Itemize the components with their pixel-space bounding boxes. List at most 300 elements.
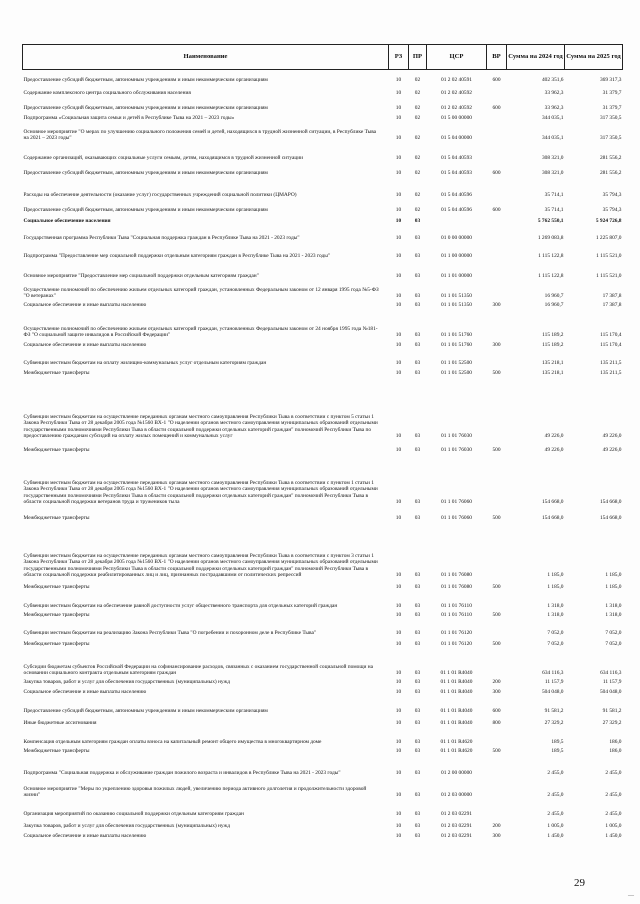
cell-pr: 03	[414, 302, 421, 308]
cell-pr: 03	[414, 499, 421, 505]
cell-pr: 02	[414, 155, 421, 161]
table-row	[23, 637, 623, 648]
table-header	[23, 45, 623, 70]
cell-sum-2025: 49 226,0	[602, 447, 622, 453]
cell-vr: 300	[492, 342, 501, 348]
table-body	[23, 70, 623, 840]
cell-pr: 03	[414, 235, 421, 241]
table-row	[23, 440, 623, 454]
cell-name: Предоставление субсидий бюджетным, автономным учреждениям и иным некоммерческим организациям	[23, 708, 268, 714]
cell-sum-2025: 91 581,2	[602, 708, 622, 714]
cell-vr: 500	[492, 515, 501, 521]
cell-csr: 01 2 02 40591	[441, 77, 472, 83]
cell-pr: 03	[414, 770, 421, 776]
cell-sum-2025: 1 005,0	[605, 823, 622, 829]
cell-csr: 01 5 00 00000	[441, 115, 472, 121]
cell-pr: 03	[414, 720, 421, 726]
cell-sum-2024: 2 455,0	[547, 770, 564, 776]
cell-csr: 01 1 01 52500	[441, 360, 472, 366]
cell-vr	[487, 280, 507, 300]
cell-pr: 03	[414, 748, 421, 754]
cell-pr: 02	[414, 207, 421, 213]
cell-vr: 600	[492, 708, 501, 714]
cell-csr: 01 1 01 76080	[441, 584, 472, 590]
cell-sum-2025: 1 318,0	[605, 603, 622, 609]
cell-vr	[487, 799, 507, 818]
cell-csr: 01 1 01 76060	[441, 499, 472, 505]
cell-sum-2024: 1 318,0	[547, 603, 564, 609]
cell-rz: 10	[395, 302, 402, 308]
cell-csr: 01 1 01 R4040	[440, 689, 473, 695]
cell-csr: 01 1 01 51350	[441, 293, 472, 299]
table-row	[23, 300, 623, 309]
cell-sum-2025: 135 211,5	[600, 370, 622, 376]
cell-vr	[487, 142, 507, 162]
cell-pr: 03	[414, 679, 421, 685]
cell-pr: 03	[414, 447, 421, 453]
cell-csr: 01 2 02 40592	[441, 105, 472, 111]
cell-rz: 10	[395, 572, 402, 578]
cell-name: Организация мероприятий по оказанию социальной поддержки отдельным категориям граждан	[23, 811, 244, 817]
cell-rz: 10	[395, 115, 402, 121]
cell-vr	[487, 84, 507, 97]
cell-name: Подпрограмма "Социальная поддержка и обслуживание граждан пожилого возраста и инвалидов в Республике Тыва на 2021 - 2023 годы"	[23, 770, 341, 776]
table-row	[23, 648, 623, 677]
table-row	[23, 162, 623, 177]
cell-vr: 500	[492, 370, 501, 376]
cell-csr: 01 1 01 76120	[441, 630, 472, 636]
cell-rz: 10	[395, 612, 402, 618]
cell-sum-2024: 35 714,1	[544, 192, 564, 198]
cell-sum-2025: 31 379,7	[602, 90, 622, 96]
cell-name: Межбюджетные трансферты	[23, 515, 90, 521]
cell-vr	[487, 214, 507, 225]
cell-vr: 200	[492, 823, 501, 829]
table-row	[23, 177, 623, 199]
cell-name: Основное мероприятие "Предоставление мер социальной поддержки отдельным категориям граждан"	[23, 273, 259, 279]
cell-sum-2025: 5 924 726,8	[595, 218, 622, 224]
cell-csr: 01 1 01 76030	[441, 433, 472, 439]
table-row	[23, 755, 623, 777]
cell-pr: 02	[414, 170, 421, 176]
cell-rz: 10	[395, 584, 402, 590]
cell-vr	[487, 349, 507, 367]
cell-rz: 10	[395, 207, 402, 213]
cell-sum-2024: 1 318,0	[547, 612, 564, 618]
cell-csr: 01 1 01 51350	[441, 302, 472, 308]
cell-pr: 03	[414, 630, 421, 636]
cell-csr: 01 2 02 40592	[441, 90, 472, 96]
cell-name: Межбюджетные трансферты	[23, 641, 90, 647]
table-row	[23, 142, 623, 162]
cell-vr	[487, 454, 507, 506]
table-row	[23, 225, 623, 242]
table-row	[23, 309, 623, 339]
cell-pr: 03	[414, 833, 421, 839]
cell-sum-2024: 16 960,7	[544, 293, 564, 299]
cell-vr	[487, 377, 507, 440]
cell-sum-2024: 33 962,3	[544, 90, 564, 96]
budget-table	[22, 44, 623, 840]
cell-rz: 10	[395, 823, 402, 829]
cell-vr: 200	[492, 679, 501, 685]
table-row	[23, 522, 623, 579]
cell-vr: 600	[492, 77, 501, 83]
cell-pr: 03	[414, 293, 421, 299]
cell-pr: 03	[414, 811, 421, 817]
table-row	[23, 799, 623, 818]
cell-sum-2025: 281 556,2	[599, 170, 622, 176]
cell-pr: 03	[414, 792, 421, 798]
cell-csr: 01 2 03 00000	[441, 792, 472, 798]
cell-name: Содержание комплексного центра социального обслуживания населения	[23, 90, 191, 96]
cell-sum-2024: 115 189,2	[542, 332, 564, 338]
cell-name: Осуществление полномочий по обеспечению жильем отдельных категорий граждан, установленных Федеральным законом от 12 января 1995 года №5-ФЗ "О ветеранах"	[23, 286, 379, 299]
table-row	[23, 610, 623, 619]
cell-name: Социальное обеспечение и иные выплаты населению	[23, 342, 147, 348]
cell-name: Компенсация отдельным категориям граждан оплаты взноса на капитальный ремонт общего имущества в многоквартирном доме	[23, 739, 322, 745]
cell-pr: 03	[414, 360, 421, 366]
cell-csr: 01 1 01 R4040	[440, 679, 473, 685]
cell-pr: 03	[414, 670, 421, 676]
cell-rz: 10	[395, 90, 402, 96]
cell-rz: 10	[395, 739, 402, 745]
cell-sum-2025: 115 170,4	[600, 342, 622, 348]
cell-sum-2025: 2 455,0	[605, 770, 622, 776]
cell-pr: 02	[414, 135, 421, 141]
cell-name: Субвенции местным бюджетам на осуществление переданных органам местного самоуправления Республики Тыва в соответствии с пунктом 3 статьи 1 Закона Республики Тыва от 28 декабря 2005 года №1560 ВХ-1 "О наделении органов местного самоуправления муниципальных образований отдельными государственными полномочиями Республики Тыва в области социальной поддержки отдельных категорий граждан" полномочий Республики Тыва в области социальной поддержки реабилитированных лиц и лиц, признанных пострадавшими от политических репрессий	[23, 552, 378, 578]
cell-rz: 10	[395, 433, 402, 439]
cell-name: Социальное обеспечение и иные выплаты населению	[23, 833, 147, 839]
cell-sum-2024: 135 218,1	[541, 370, 564, 376]
table-row	[23, 242, 623, 260]
cell-sum-2024: 189,5	[551, 739, 564, 745]
cell-vr	[487, 242, 507, 260]
cell-sum-2024: 154 668,0	[541, 499, 564, 505]
cell-name: Предоставление субсидий бюджетным, автономным учреждениям и иным некоммерческим организациям	[23, 207, 268, 213]
table-row	[23, 367, 623, 377]
cell-csr: 01 1 01 51760	[441, 332, 472, 338]
table-row	[23, 199, 623, 214]
cell-sum-2024: 344 035,1	[541, 135, 564, 141]
cell-sum-2024: 27 329,2	[544, 720, 564, 726]
cell-csr: 01 1 01 76110	[441, 603, 472, 609]
table-row	[23, 506, 623, 522]
cell-sum-2025: 281 556,2	[599, 155, 622, 161]
cell-vr	[487, 177, 507, 199]
cell-sum-2025: 1 318,0	[605, 612, 622, 618]
cell-csr: 01 2 00 00000	[441, 770, 472, 776]
cell-csr: 01 1 01 76080	[441, 572, 472, 578]
cell-name: Содержание организаций, оказывающих социальные услуги семьям, детям, находящимся в трудной жизненной ситуации	[23, 155, 303, 161]
cell-vr	[487, 522, 507, 579]
table-row	[23, 777, 623, 799]
cell-pr: 03	[414, 689, 421, 695]
header-pr: ПР	[409, 45, 427, 70]
cell-csr: 01 1 01 R4620	[440, 748, 473, 754]
cell-name: Основное мероприятие "Меры по укреплению здоровья пожилых людей, увеличению периода активного долголетия и продолжительности здоровой жизни"	[23, 785, 367, 798]
cell-pr: 02	[414, 192, 421, 198]
cell-pr: 02	[414, 115, 421, 121]
cell-sum-2024: 1 115 122,8	[538, 273, 564, 279]
cell-pr: 03	[414, 433, 421, 439]
cell-csr: 01 5 04 40596	[441, 192, 472, 198]
cell-sum-2025: 154 668,0	[599, 499, 622, 505]
cell-sum-2024: 308 321,0	[541, 170, 564, 176]
cell-rz: 10	[395, 770, 402, 776]
cell-csr: 01 5 04 00000	[441, 135, 472, 141]
cell-sum-2024: 49 226,0	[544, 447, 564, 453]
cell-name: Субвенции местным бюджетам на оплату жилищно-коммунальных услуг отдельным категориям граждан	[23, 360, 267, 366]
cell-rz: 10	[395, 170, 402, 176]
cell-rz: 10	[395, 155, 402, 161]
cell-vr	[487, 225, 507, 242]
cell-rz: 10	[395, 792, 402, 798]
cell-sum-2024: 16 960,7	[544, 302, 564, 308]
cell-rz: 10	[395, 720, 402, 726]
table-row	[23, 830, 623, 840]
cell-sum-2024: 344 035,1	[541, 115, 564, 121]
cell-sum-2025: 1 185,0	[605, 584, 622, 590]
cell-vr: 600	[492, 170, 501, 176]
cell-pr: 02	[414, 77, 421, 83]
cell-name: Субвенции местным бюджетам на осуществление переданных органам местного самоуправления Республики Тыва в соответствии с пунктом 5 статьи 1 Закона Республики Тыва от 28 декабря 2005 года №1560 ВХ-1 "О наделении органов местного самоуправления муниципальных образований отдельными государственными полномочиями Республики Тыва в области социальной поддержки отдельных категорий граждан" полномочий Республики Тыва по предоставлению гражданам субсидий на оплату жилых помещений и коммунальных услуг	[23, 413, 378, 439]
page-number: 29	[574, 877, 585, 889]
cell-sum-2025: 1 185,0	[605, 572, 622, 578]
cell-sum-2025: 186,0	[609, 748, 622, 754]
table-row	[23, 454, 623, 506]
table-row	[23, 349, 623, 367]
cell-sum-2025: 49 226,0	[602, 433, 622, 439]
cell-name: Социальное обеспечение и иные выплаты населению	[23, 689, 147, 695]
cell-name: Субсидии бюджетам субъектов Российской Федерации на софинансирование расходов, связанных с оказанием государственной социальной помощи на основании социального контракта отдельным категориям граждан	[23, 663, 373, 676]
cell-rz: 10	[395, 218, 402, 224]
cell-rz: 10	[395, 293, 402, 299]
cell-name: Основное мероприятие "О мерах по улучшению социального положения семей и детей, находящихся в трудной жизненной ситуации, в Республике Тыва на 2021 – 2023 годы"	[23, 128, 377, 141]
cell-pr: 03	[414, 253, 421, 259]
cell-csr: 01 1 01 76060	[441, 515, 472, 521]
cell-name: Предоставление субсидий бюджетным, автономным учреждениям и иным некоммерческим организациям	[23, 170, 268, 176]
table-row	[23, 579, 623, 591]
cell-sum-2025: 115 170,4	[600, 332, 622, 338]
cell-pr: 03	[414, 515, 421, 521]
cell-name: Осуществление полномочий по обеспечению жильем отдельных категорий граждан, установленных Федеральным законом от 24 ноября 1995 года №181-ФЗ "О социальной защите инвалидов в Российской Федерации"	[23, 325, 378, 338]
cell-rz: 10	[395, 679, 402, 685]
table-row	[23, 727, 623, 746]
cell-sum-2025: 11 157,9	[602, 679, 622, 685]
cell-pr: 03	[414, 612, 421, 618]
cell-rz: 10	[395, 515, 402, 521]
cell-csr: 01 1 01 00000	[441, 273, 472, 279]
cell-vr	[487, 777, 507, 799]
table-row	[23, 214, 623, 225]
cell-csr: 01 2 03 02291	[441, 811, 472, 817]
cell-vr: 500	[492, 748, 501, 754]
cell-name: Межбюджетные трансферты	[23, 748, 90, 754]
cell-vr	[487, 112, 507, 122]
cell-sum-2024: 1 450,0	[547, 833, 564, 839]
cell-sum-2024: 1 005,0	[547, 823, 564, 829]
cell-name: Межбюджетные трансферты	[23, 584, 90, 590]
cell-csr: 01 1 01 R4620	[440, 739, 473, 745]
header-sum-2025: Сумма на 2025 год	[565, 45, 623, 70]
cell-name: Межбюджетные трансферты	[23, 447, 90, 453]
cell-pr: 03	[414, 739, 421, 745]
table-row	[23, 339, 623, 349]
cell-sum-2024: 115 189,2	[542, 342, 564, 348]
cell-vr	[487, 727, 507, 746]
table-row	[23, 97, 623, 112]
cell-rz: 10	[395, 105, 402, 111]
table-row	[23, 677, 623, 686]
cell-csr: 01 2 03 02291	[441, 833, 472, 839]
cell-vr: 500	[492, 641, 501, 647]
cell-rz: 10	[395, 447, 402, 453]
cell-rz: 10	[395, 641, 402, 647]
table-row	[23, 280, 623, 300]
cell-sum-2025: 369 317,3	[599, 77, 622, 83]
cell-pr: 03	[414, 584, 421, 590]
cell-pr: 02	[414, 90, 421, 96]
cell-sum-2024: 2 455,0	[547, 792, 564, 798]
cell-pr: 03	[414, 370, 421, 376]
header-vr: ВР	[487, 45, 507, 70]
cell-sum-2024: 11 157,9	[544, 679, 564, 685]
header-name: Наименование	[23, 45, 389, 70]
cell-vr: 300	[492, 833, 501, 839]
cell-csr: 01 1 01 76110	[441, 612, 472, 618]
cell-vr: 600	[492, 105, 501, 111]
cell-csr: 01 1 01 76030	[441, 447, 472, 453]
cell-sum-2024: 33 962,3	[544, 105, 564, 111]
cell-rz: 10	[395, 689, 402, 695]
table-row	[23, 686, 623, 696]
cell-sum-2025: 7 052,0	[605, 630, 622, 636]
cell-vr: 500	[492, 447, 501, 453]
cell-vr: 300	[492, 302, 501, 308]
cell-pr: 03	[414, 218, 421, 224]
cell-pr: 03	[414, 823, 421, 829]
cell-vr: 800	[492, 720, 501, 726]
cell-name: Государственная программа Республики Тыва "Социальная поддержка граждан в Республике Тыва на 2021 - 2023 годы"	[23, 235, 300, 241]
cell-rz: 10	[395, 332, 402, 338]
cell-sum-2024: 189,5	[551, 748, 564, 754]
cell-sum-2025: 35 794,3	[602, 207, 622, 213]
table-row	[23, 377, 623, 440]
cell-sum-2024: 91 581,2	[544, 708, 564, 714]
cell-vr	[487, 619, 507, 637]
cell-name: Закупка товаров, работ и услуг для обеспечения государственных (муниципальных) нужд	[23, 823, 231, 829]
cell-sum-2025: 135 211,5	[600, 360, 622, 366]
cell-csr: 01 1 01 52500	[441, 370, 472, 376]
table-row	[23, 260, 623, 280]
cell-rz: 10	[395, 748, 402, 754]
header-csr: ЦСР	[427, 45, 487, 70]
cell-name: Социальное обеспечение населения	[23, 218, 111, 224]
table-row	[23, 715, 623, 727]
cell-rz: 10	[395, 499, 402, 505]
cell-pr: 03	[414, 603, 421, 609]
cell-vr: 500	[492, 584, 501, 590]
cell-rz: 10	[395, 253, 402, 259]
cell-sum-2025: 1 115 521,0	[596, 273, 622, 279]
cell-sum-2024: 154 668,0	[541, 515, 564, 521]
table-row	[23, 591, 623, 610]
cell-name: Подпрограмма "Предоставление мер социальной поддержки отдельным категориям граждан в Республике Тыва на 2021 - 2023 годы"	[23, 253, 331, 259]
table-row	[23, 696, 623, 715]
cell-rz: 10	[395, 708, 402, 714]
cell-rz: 10	[395, 670, 402, 676]
cell-sum-2025: 504 048,0	[599, 689, 622, 695]
cell-sum-2024: 7 052,0	[547, 630, 564, 636]
cell-rz: 10	[395, 192, 402, 198]
cell-rz: 10	[395, 603, 402, 609]
cell-csr: 01 1 01 R4040	[440, 720, 473, 726]
cell-sum-2025: 317 350,5	[599, 115, 622, 121]
cell-rz: 10	[395, 135, 402, 141]
cell-sum-2024: 7 052,0	[547, 641, 564, 647]
cell-sum-2025: 1 450,0	[605, 833, 622, 839]
cell-sum-2024: 308 321,0	[541, 155, 564, 161]
cell-vr: 600	[492, 207, 501, 213]
cell-name: Межбюджетные трансферты	[23, 370, 90, 376]
table-row	[23, 112, 623, 122]
cell-sum-2025: 2 455,0	[605, 792, 622, 798]
cell-vr	[487, 309, 507, 339]
cell-sum-2024: 135 218,1	[541, 360, 564, 366]
cell-sum-2025: 17 387,8	[602, 293, 622, 299]
cell-vr: 300	[492, 689, 501, 695]
table-row	[23, 619, 623, 637]
cell-name: Субвенции местным бюджетам на осуществление переданных органам местного самоуправления Республики Тыва в соответствии с пунктом 1 статьи 1 Закона Республики Тыва от 28 декабря 2005 года №1560 ВХ-1 "О наделении органов местного самоуправления муниципальных образований отдельными государственными полномочиями Республики Тыва в области социальной поддержки отдельных категорий граждан" полномочий Республики Тыва в области социальной поддержки ветеранов труда и тружеников тыла	[23, 479, 378, 505]
table-row	[23, 84, 623, 97]
cell-csr: 01 2 03 02291	[441, 823, 472, 829]
cell-name: Закупка товаров, работ и услуг для обеспечения государственных (муниципальных) нужд	[23, 679, 231, 685]
cell-vr	[487, 122, 507, 142]
cell-sum-2025: 154 668,0	[599, 515, 622, 521]
edge-mark: —	[628, 893, 634, 899]
cell-csr: 01 1 01 51760	[441, 342, 472, 348]
cell-vr	[487, 260, 507, 280]
cell-rz: 10	[395, 630, 402, 636]
cell-name: Подпрограмма «Социальная защита семьи и детей в Республике Тыва на 2021 – 2023 годы»	[23, 115, 235, 121]
cell-sum-2025: 317 350,5	[599, 135, 622, 141]
cell-sum-2024: 634 116,3	[542, 670, 564, 676]
cell-sum-2025: 17 387,8	[602, 302, 622, 308]
cell-sum-2025: 1 225 807,0	[595, 235, 622, 241]
cell-sum-2025: 1 115 521,0	[596, 253, 622, 259]
header-rz: РЗ	[389, 45, 409, 70]
cell-name: Предоставление субсидий бюджетным, автономным учреждениям и иным некоммерческим организациям	[23, 105, 268, 111]
cell-sum-2024: 35 714,1	[544, 207, 564, 213]
cell-pr: 03	[414, 572, 421, 578]
cell-sum-2025: 35 794,3	[602, 192, 622, 198]
cell-rz: 10	[395, 273, 402, 279]
cell-csr	[427, 214, 487, 225]
cell-rz: 10	[395, 370, 402, 376]
header-sum-2024: Сумма на 2024 год	[507, 45, 565, 70]
table-row	[23, 818, 623, 830]
cell-sum-2024: 1 115 122,8	[538, 253, 564, 259]
table-row	[23, 746, 623, 755]
cell-sum-2024: 5 762 550,1	[537, 218, 564, 224]
cell-pr: 03	[414, 708, 421, 714]
cell-sum-2025: 31 379,7	[602, 105, 622, 111]
cell-pr: 02	[414, 105, 421, 111]
cell-csr: 01 1 01 R4040	[440, 670, 473, 676]
cell-name: Расходы на обеспечение деятельности (оказание услуг) государственных учреждений социальной политики (ЦМАРО)	[23, 192, 297, 198]
cell-name: Субвенции местным бюджетам на обеспечение равной доступности услуг общественного транспорта для отдельных категорий граждан	[23, 603, 338, 609]
